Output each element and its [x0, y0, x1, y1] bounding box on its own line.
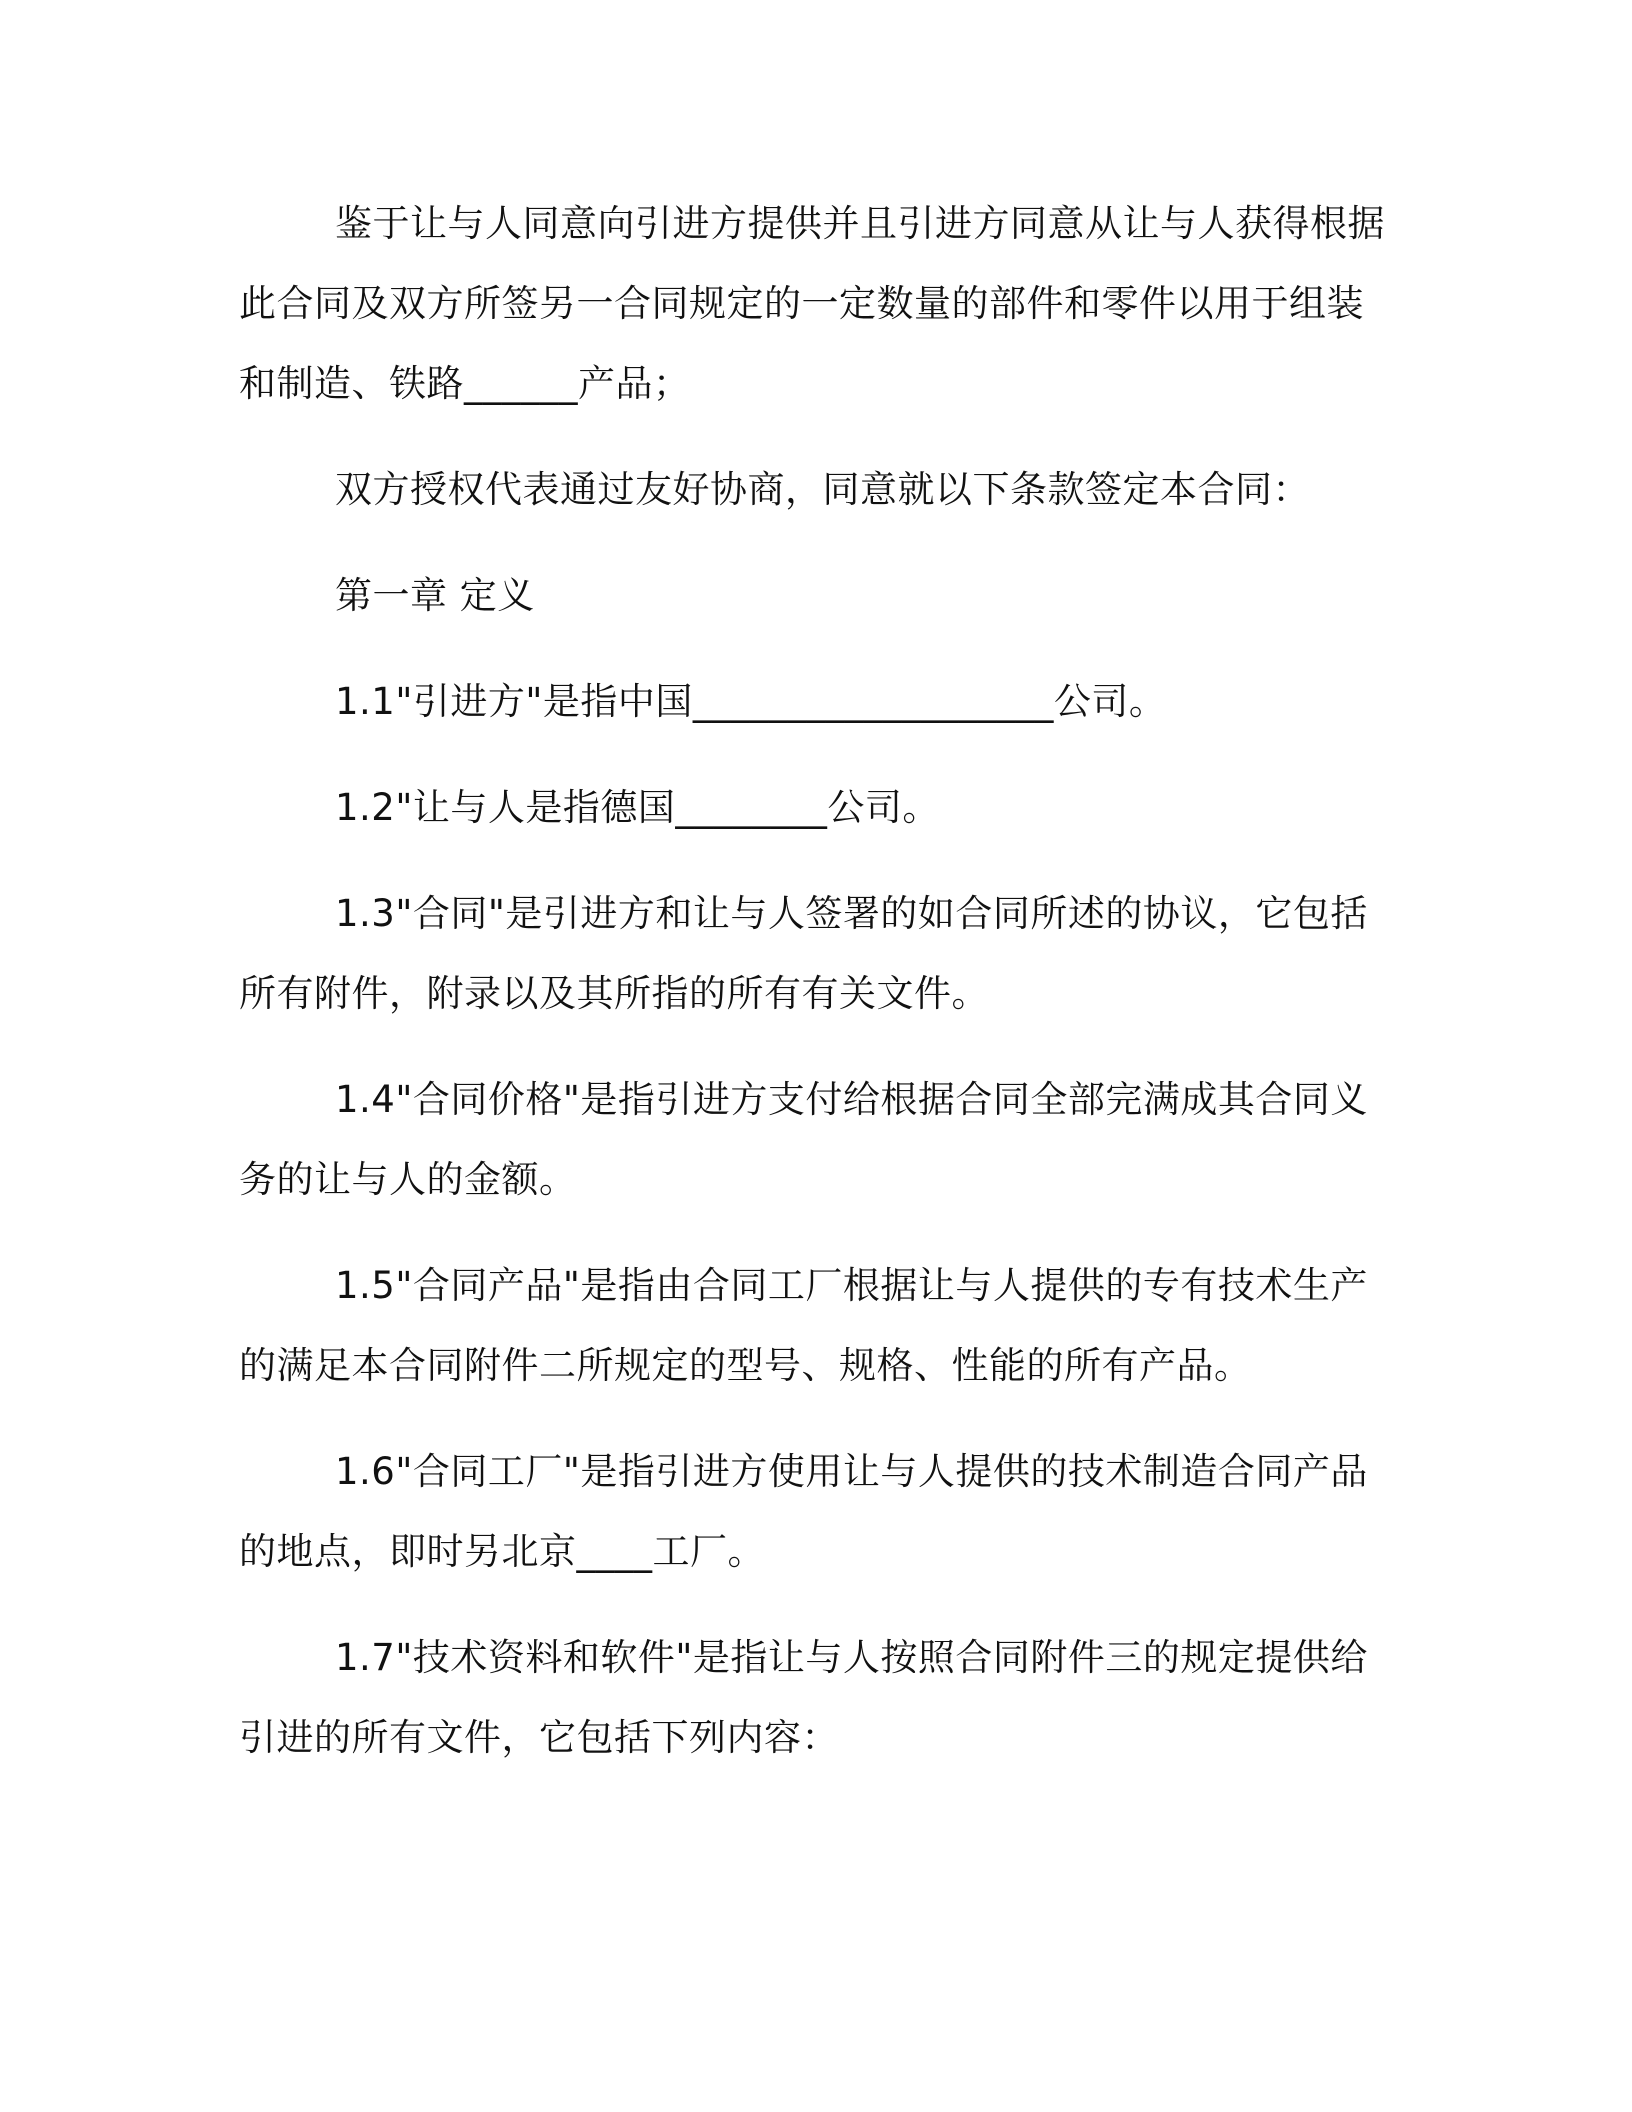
definition-1-3: 1.3"合同"是引进方和让与人签署的如合同所述的协议，它包括所有附件，附录以及其所指的所有有关文件。	[239, 892, 1368, 1015]
definition-1-2: 1.2"让与人是指德国________公司。	[335, 786, 940, 829]
definition-1-6: 1.6"合同工厂"是指引进方使用让与人提供的技术制造合同产品的地点，即时另北京____工厂。	[239, 1450, 1368, 1573]
definition-1-1: 1.1"引进方"是指中国___________________公司。	[335, 680, 1167, 723]
definition-1-4: 1.4"合同价格"是指引进方支付给根据合同全部完满成其合同义务的让与人的金额。	[239, 1078, 1368, 1201]
document-body	[239, 184, 1399, 1804]
paragraph-preamble: 鉴于让与人同意向引进方提供并且引进方同意从让与人获得根据此合同及双方所签另一合同规定的一定数量的部件和零件以用于组装和制造、铁路______产品；	[239, 202, 1385, 405]
paragraph-agreement-statement: 双方授权代表通过友好协商，同意就以下条款签定本合同：	[335, 468, 1310, 511]
definition-1-7: 1.7"技术资料和软件"是指让与人按照合同附件三的规定提供给引进的所有文件，它包括下列内容：	[239, 1636, 1368, 1759]
chapter-heading: 第一章 定义	[335, 574, 535, 617]
definition-1-5: 1.5"合同产品"是指由合同工厂根据让与人提供的专有技术生产的满足本合同附件二所规定的型号、规格、性能的所有产品。	[239, 1264, 1368, 1387]
